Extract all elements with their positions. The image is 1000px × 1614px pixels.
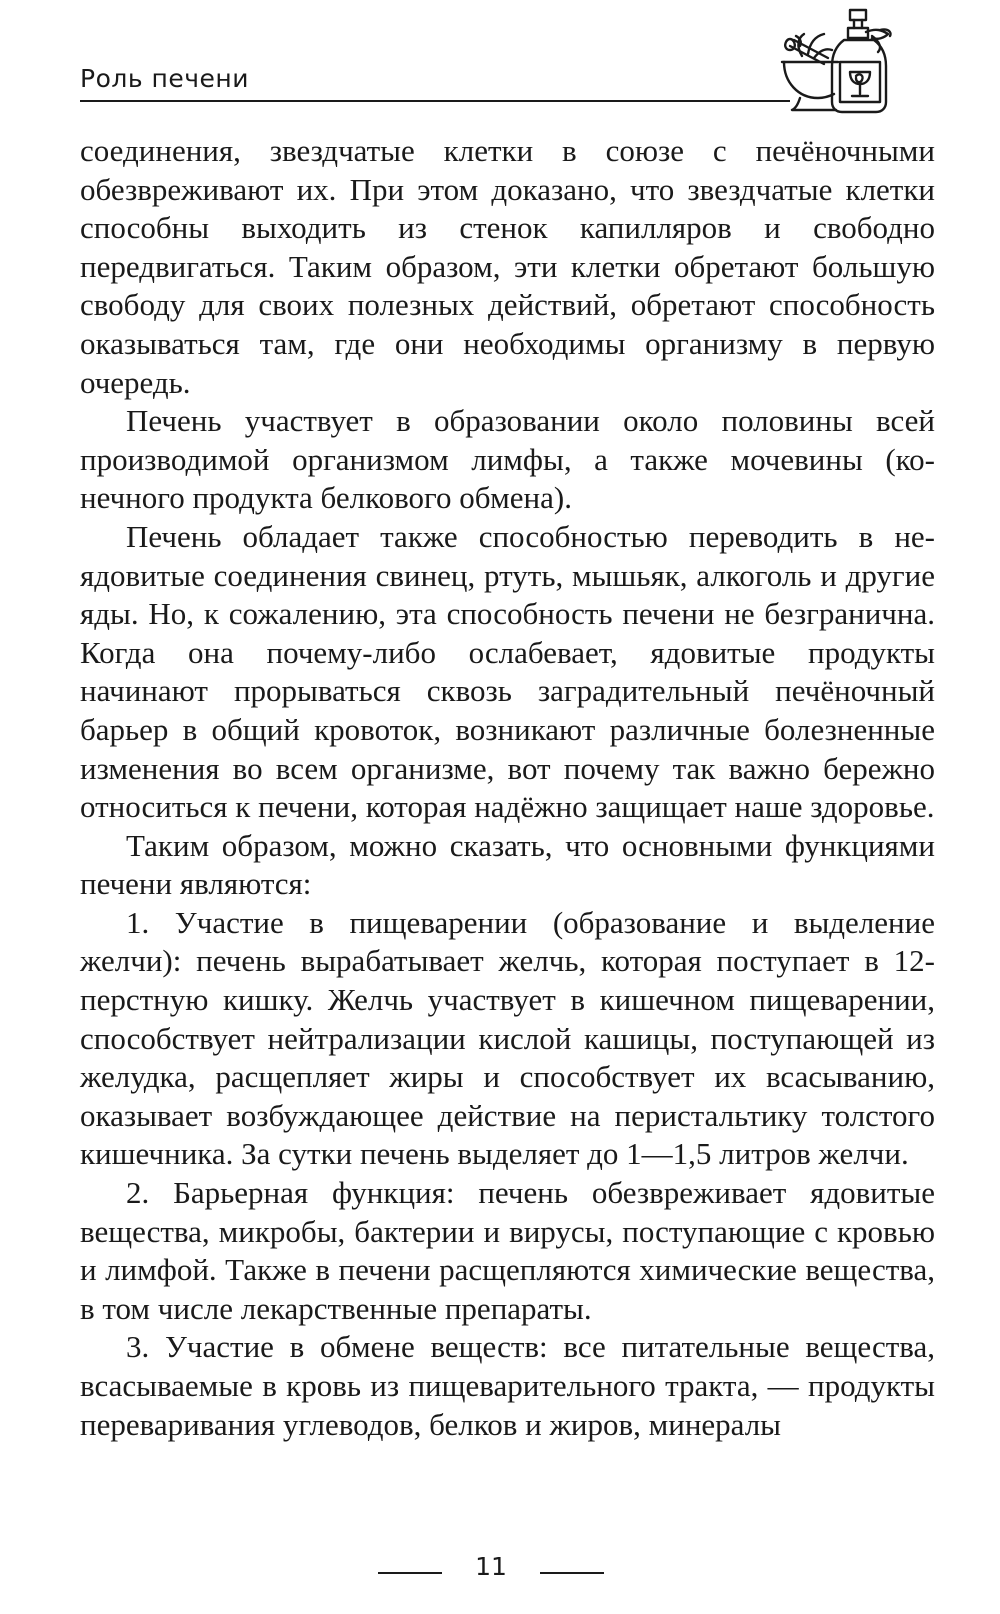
list-item-digestion: 1. Участие в пищеварении (образование и выделение желчи): печень вырабатывает желчь, которая поступает в 12-перстную кишку. Желчь участвует в кишечном пищеварении, способствует нейтрализации кислой кашицы, поступающей из желудка, расщепляет жиры и способствует их всасыванию, оказывает возбуждающее действие на перистальтику толстого кишечника. За сутки печень выделяет до 1—1,5 литров желчи.: [80, 904, 935, 1172]
mortar-and-pharmacy-bottle-icon: [780, 6, 930, 118]
running-title: Роль печени: [80, 64, 250, 93]
page-number: 11: [475, 1552, 507, 1581]
paragraph-lymph: Печень участвует в образовании около половины всей производимой организмом лимфы, а также мочевины (конечного продукта белкового обмена).: [80, 403, 935, 516]
body-text: [80, 132, 935, 1444]
paragraph-detox: Печень обладает также способностью переводить в неядовитые соединения свинец, ртуть, мышьяк, алкоголь и другие яды. Но, к сожалению, эта способность печени не безгранична. Когда она почему-либо ослабевает, ядовитые продукты начинают прорываться сквозь заградительный печёночный барьер в общий кровоток, возникают различные болезненные изменения во всем организме, вот почему так важно бережно относиться к печени, которая надёжно защищает наше здоровье.: [80, 518, 935, 825]
footer-rule-left: [378, 1572, 442, 1574]
list-item-metabolism: 3. Участие в обмене веществ: все питательные вещества, всасываемые в кровь из пищеварительного тракта, — продукты переваривания углеводов, белков и жиров, минералы: [80, 1329, 935, 1442]
list-item-barrier: 2. Барьерная функция: печень обезвреживает ядовитые вещества, микробы, бактерии и вирусы, поступающие с кровью и лимфой. Также в печени расщепляются химические вещества, в том числе лекарственные препараты.: [80, 1175, 935, 1326]
page-footer: [0, 1552, 1000, 1592]
running-header: [80, 58, 800, 104]
footer-rule-right: [540, 1572, 604, 1574]
header-rule: [80, 100, 790, 102]
paragraph-functions-intro: Таким образом, можно сказать, что основными функциями печени являются:: [80, 827, 935, 902]
paragraph-continuation: соединения, звездчатые клетки в союзе с печёночными обезвреживают их. При этом доказано, что звездчатые клетки способны выходить из стенок капилляров и свободно передвигаться. Таким образом, эти клетки обретают большую свободу для своих полезных действий, обретают способность оказываться там, где они необходимы организму в первую очередь.: [80, 133, 935, 400]
